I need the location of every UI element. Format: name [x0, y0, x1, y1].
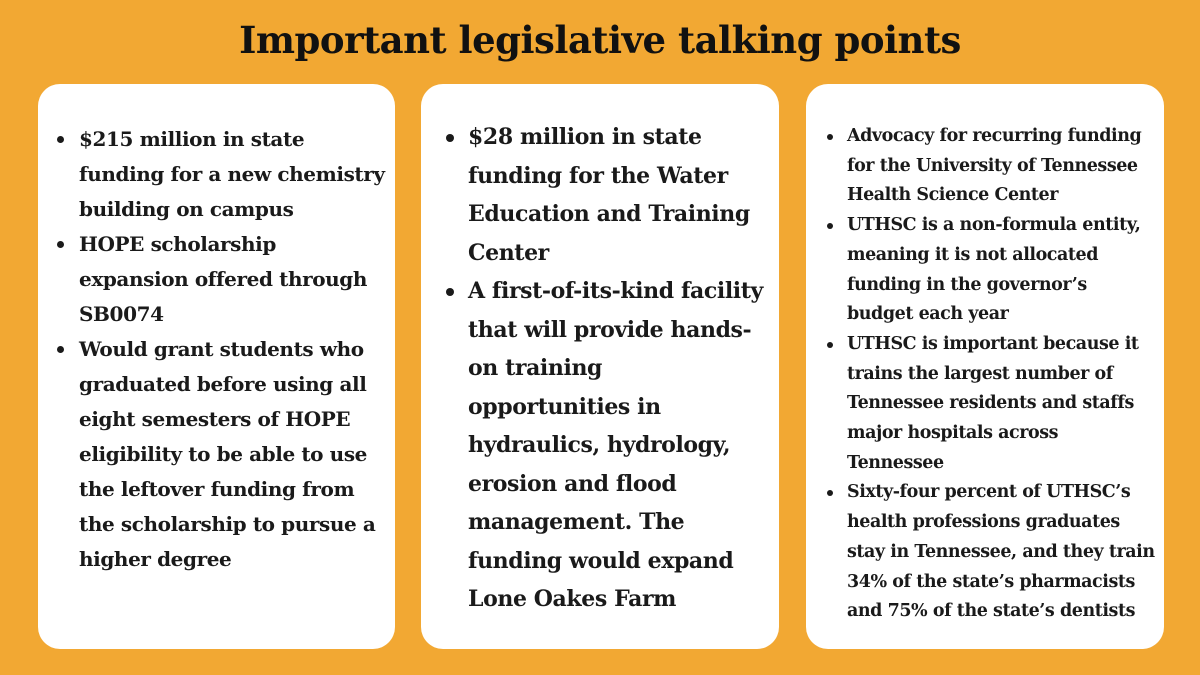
bullet-list-3	[806, 84, 1164, 627]
list-item	[847, 330, 1158, 479]
list-item	[468, 118, 771, 272]
bullet-icon	[827, 342, 833, 348]
list-item	[468, 272, 771, 619]
bullet-icon	[57, 241, 64, 248]
list-item	[79, 122, 385, 227]
talking-points-card-2	[421, 84, 779, 649]
bullet-text: HOPE scholarship expansion offered through SB0074	[79, 232, 368, 326]
bullet-text: A first-of-its-kind facility that will provide hands-on training opportunities in hydraulics, hydrology, erosion and flood management. The funding would expand Lone Oakes Farm	[468, 278, 763, 612]
bullet-icon	[827, 134, 833, 140]
bullet-text: UTHSC is important because it trains the largest number of Tennessee residents and staffs major hospitals across Tennessee	[847, 333, 1139, 473]
bullet-text: Advocacy for recurring funding for the University of Tennessee Health Science Center	[847, 126, 1142, 206]
bullet-icon	[57, 136, 64, 143]
bullet-icon	[827, 223, 833, 229]
bullet-list-1	[38, 84, 395, 577]
bullet-list-2	[421, 84, 779, 619]
bullet-text: $215 million in state funding for a new chemistry building on campus	[79, 127, 385, 221]
talking-points-card-3	[806, 84, 1164, 649]
talking-points-card-1	[38, 84, 395, 649]
list-item	[79, 332, 385, 577]
list-item	[847, 122, 1158, 211]
bullet-text: Sixty-four percent of UTHSC’s health professions graduates stay in Tennessee, and they train 34% of the state’s pharmacists and 75% of the state’s dentists	[847, 482, 1155, 622]
bullet-text: UTHSC is a non-formula entity, meaning it is not allocated funding in the governor’s budget each year	[847, 215, 1141, 325]
bullet-icon	[446, 288, 454, 296]
bullet-text: $28 million in state funding for the Water Education and Training Center	[468, 124, 750, 266]
bullet-icon	[446, 134, 454, 142]
bullet-icon	[827, 490, 833, 496]
page-title: Important legislative talking points	[239, 18, 961, 62]
list-item	[847, 478, 1158, 627]
list-item	[847, 211, 1158, 330]
bullet-text: Would grant students who graduated before using all eight semesters of HOPE eligibility to be able to use the leftover funding from the scholarship to pursue a higher degree	[79, 337, 376, 571]
list-item	[79, 227, 385, 332]
bullet-icon	[57, 346, 64, 353]
